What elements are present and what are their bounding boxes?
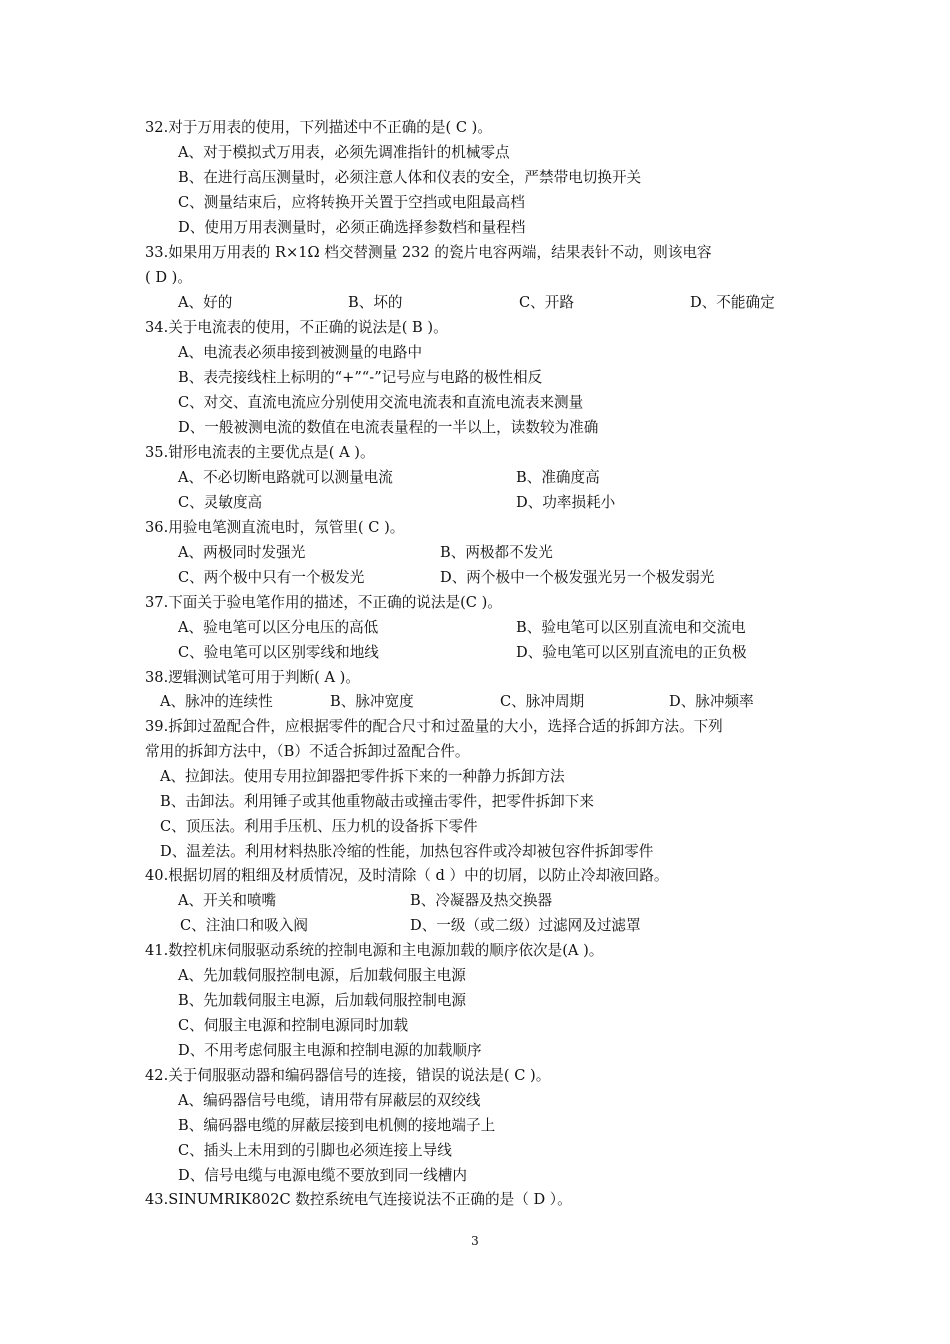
question-37: 37.下面关于验电笔作用的描述，不正确的说法是(C )。	[145, 594, 502, 611]
option-d: D、不用考虑伺服主电源和控制电源的加载顺序	[178, 1042, 482, 1059]
option-b: B、准确度高	[516, 469, 600, 486]
option-b: B、击卸法。利用锤子或其他重物敲击或撞击零件，把零件拆卸下来	[160, 793, 594, 810]
question-39-cont: 常用的拆卸方法中，（B）不适合拆卸过盈配合件。	[145, 743, 470, 760]
option-d: D、脉冲频率	[669, 693, 754, 710]
option-d: D、验电笔可以区别直流电的正负极	[516, 644, 747, 661]
question-39: 39.拆卸过盈配合件，应根据零件的配合尺寸和过盈量的大小，选择合适的拆卸方法。下列	[145, 718, 723, 735]
option-b: B、先加载伺服主电源，后加载伺服控制电源	[178, 992, 467, 1009]
option-d: D、一级（或二级）过滤网及过滤罩	[410, 917, 641, 934]
option-c: C、脉冲周期	[500, 693, 585, 710]
option-c: C、伺服主电源和控制电源同时加载	[178, 1017, 409, 1034]
option-a: A、验电笔可以区分电压的高低	[178, 619, 379, 636]
option-b: B、验电笔可以区别直流电和交流电	[516, 619, 746, 636]
option-d: D、两个极中一个极发强光另一个极发弱光	[440, 569, 715, 586]
page-number: 3	[471, 1234, 479, 1248]
option-c: C、测量结束后，应将转换开关置于空挡或电阻最高档	[178, 194, 525, 211]
option-c: C、灵敏度高	[178, 494, 263, 511]
option-a: A、编码器信号电缆，请用带有屏蔽层的双绞线	[178, 1092, 481, 1109]
option-b: B、两极都不发光	[440, 544, 553, 561]
question-34: 34.关于电流表的使用，不正确的说法是( B )。	[145, 319, 448, 336]
option-d: D、使用万用表测量时，必须正确选择参数档和量程档	[178, 219, 526, 236]
option-a: A、脉冲的连续性	[160, 693, 273, 710]
option-d: D、信号电缆与电源电缆不要放到同一线槽内	[178, 1167, 467, 1184]
option-c: C、顶压法。利用手压机、压力机的设备拆下零件	[160, 818, 478, 835]
option-c: C、对交、直流电流应分别使用交流电流表和直流电流表来测量	[178, 394, 584, 411]
option-c: C、验电笔可以区别零线和地线	[178, 644, 379, 661]
option-b: B、编码器电缆的屏蔽层接到电机侧的接地端子上	[178, 1117, 496, 1134]
option-b: B、坏的	[348, 294, 403, 311]
option-c: C、注油口和吸入阀	[180, 917, 308, 934]
option-d: D、功率损耗小	[516, 494, 616, 511]
option-a: A、拉卸法。使用专用拉卸器把零件拆下来的一种静力拆卸方法	[160, 768, 565, 785]
question-42: 42.关于伺服驱动器和编码器信号的连接，错误的说法是( C )。	[145, 1067, 551, 1084]
question-41: 41.数控机床伺服驱动系统的控制电源和主电源加载的顺序依次是(A )。	[145, 942, 604, 959]
option-d: D、一般被测电流的数值在电流表量程的一半以上，读数较为准确	[178, 419, 599, 436]
option-b: B、表壳接线柱上标明的“+”“-”记号应与电路的极性相反	[178, 369, 543, 386]
question-40: 40.根据切屑的粗细及材质情况，及时清除（ d ）中的切屑，以防止冷却液回路。	[145, 867, 669, 884]
option-b: B、脉冲宽度	[330, 693, 414, 710]
question-33: 33.如果用万用表的 R×1Ω 档交替测量 232 的瓷片电容两端，结果表针不动，则该电容	[145, 244, 712, 261]
option-d: D、不能确定	[690, 294, 775, 311]
option-b: B、在进行高压测量时，必须注意人体和仪表的安全，严禁带电切换开关	[178, 169, 642, 186]
option-a: A、对于模拟式万用表，必须先调准指针的机械零点	[178, 144, 510, 161]
option-a: A、电流表必须串接到被测量的电路中	[178, 344, 423, 361]
question-33-cont: ( D )。	[145, 269, 192, 286]
option-a: A、开关和喷嘴	[178, 892, 277, 909]
option-d: D、温差法。利用材料热胀冷缩的性能，加热包容件或冷却被包容件拆卸零件	[160, 843, 654, 860]
option-a: A、好的	[178, 294, 233, 311]
option-c: C、开路	[519, 294, 574, 311]
option-a: A、先加载伺服控制电源，后加载伺服主电源	[178, 967, 466, 984]
question-32: 32.对于万用表的使用，下列描述中不正确的是( C )。	[145, 119, 492, 136]
question-43: 43.SINUMRIK802C 数控系统电气连接说法不正确的是（ D ）。	[145, 1191, 572, 1208]
option-c: C、两个极中只有一个极发光	[178, 569, 365, 586]
question-35: 35.钳形电流表的主要优点是( A )。	[145, 444, 375, 461]
option-a: A、两极同时发强光	[178, 544, 306, 561]
question-38: 38.逻辑测试笔可用于判断( A )。	[145, 669, 360, 686]
option-a: A、不必切断电路就可以测量电流	[178, 469, 393, 486]
question-36: 36.用验电笔测直流电时，氖管里( C )。	[145, 519, 405, 536]
option-c: C、插头上未用到的引脚也必须连接上导线	[178, 1142, 452, 1159]
option-b: B、冷凝器及热交换器	[410, 892, 553, 909]
